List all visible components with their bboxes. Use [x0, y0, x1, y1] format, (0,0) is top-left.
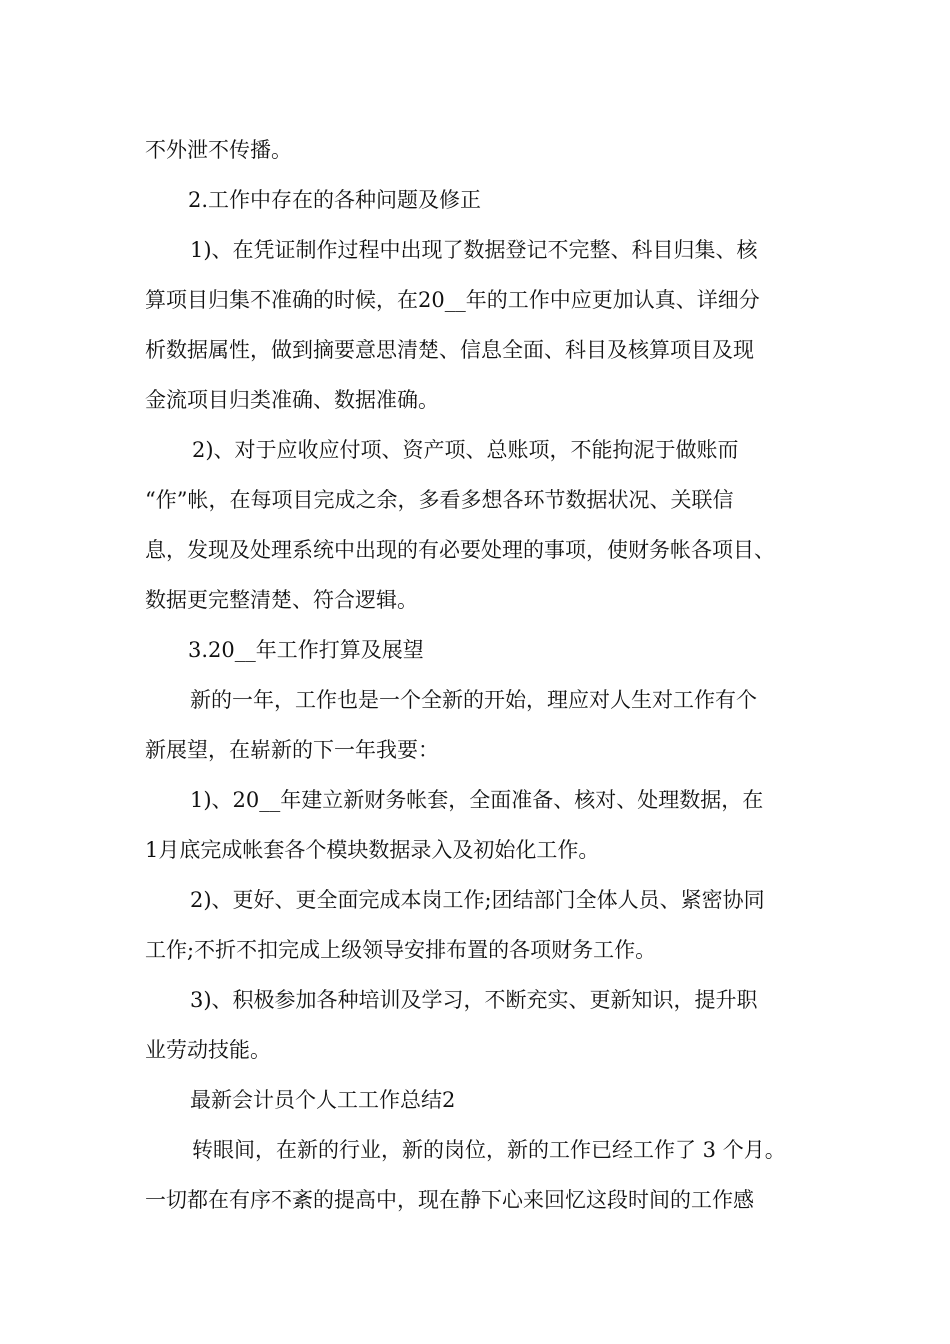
- text-line: 息，发现及处理系统中出现的有必要处理的事项，使财务帐各项目、: [145, 538, 775, 562]
- text-line: 金流项目归类准确、数据准确。: [145, 388, 439, 412]
- text-line: 1)、20__年建立新财务帐套，全面准备、核对、处理数据，在: [190, 788, 764, 812]
- text-line: 3)、积极参加各种培训及学习，不断充实、更新知识，提升职: [190, 988, 758, 1012]
- text-line: 数据更完整清楚、符合逻辑。: [145, 588, 418, 612]
- text-line: “作”帐，在每项目完成之余，多看多想各环节数据状况、关联信: [145, 488, 734, 512]
- text-line: 1)、在凭证制作过程中出现了数据登记不完整、科目归集、核: [190, 238, 758, 262]
- section-heading: 2.工作中存在的各种问题及修正: [188, 188, 482, 212]
- text-line: 1月底完成帐套各个模块数据录入及初始化工作。: [145, 838, 600, 862]
- text-line: 转眼间，在新的行业，新的岗位，新的工作已经工作了 3 个月。: [192, 1138, 786, 1162]
- text-line: 2)、更好、更全面完成本岗工作;团结部门全体人员、紧密协同: [190, 888, 765, 912]
- text-line: 工作;不折不扣完成上级领导安排布置的各项财务工作。: [145, 938, 657, 962]
- text-line: 一切都在有序不紊的提高中，现在静下心来回忆这段时间的工作感: [145, 1188, 754, 1212]
- text-line: 业劳动技能。: [145, 1038, 271, 1062]
- section-heading: 最新会计员个人工工作总结2: [190, 1088, 456, 1112]
- text-line: 算项目归集不准确的时候，在20__年的工作中应更加认真、详细分: [145, 288, 760, 312]
- text-line: 析数据属性，做到摘要意思清楚、信息全面、科目及核算项目及现: [145, 338, 754, 362]
- text-line: 2)、对于应收应付项、资产项、总账项，不能拘泥于做账而: [192, 438, 739, 462]
- text-line: 新展望，在崭新的下一年我要：: [145, 738, 439, 762]
- section-heading: 3.20__年工作打算及展望: [188, 638, 424, 662]
- text-line: 新的一年，工作也是一个全新的开始，理应对人生对工作有个: [190, 688, 757, 712]
- text-line: 不外泄不传播。: [145, 138, 292, 162]
